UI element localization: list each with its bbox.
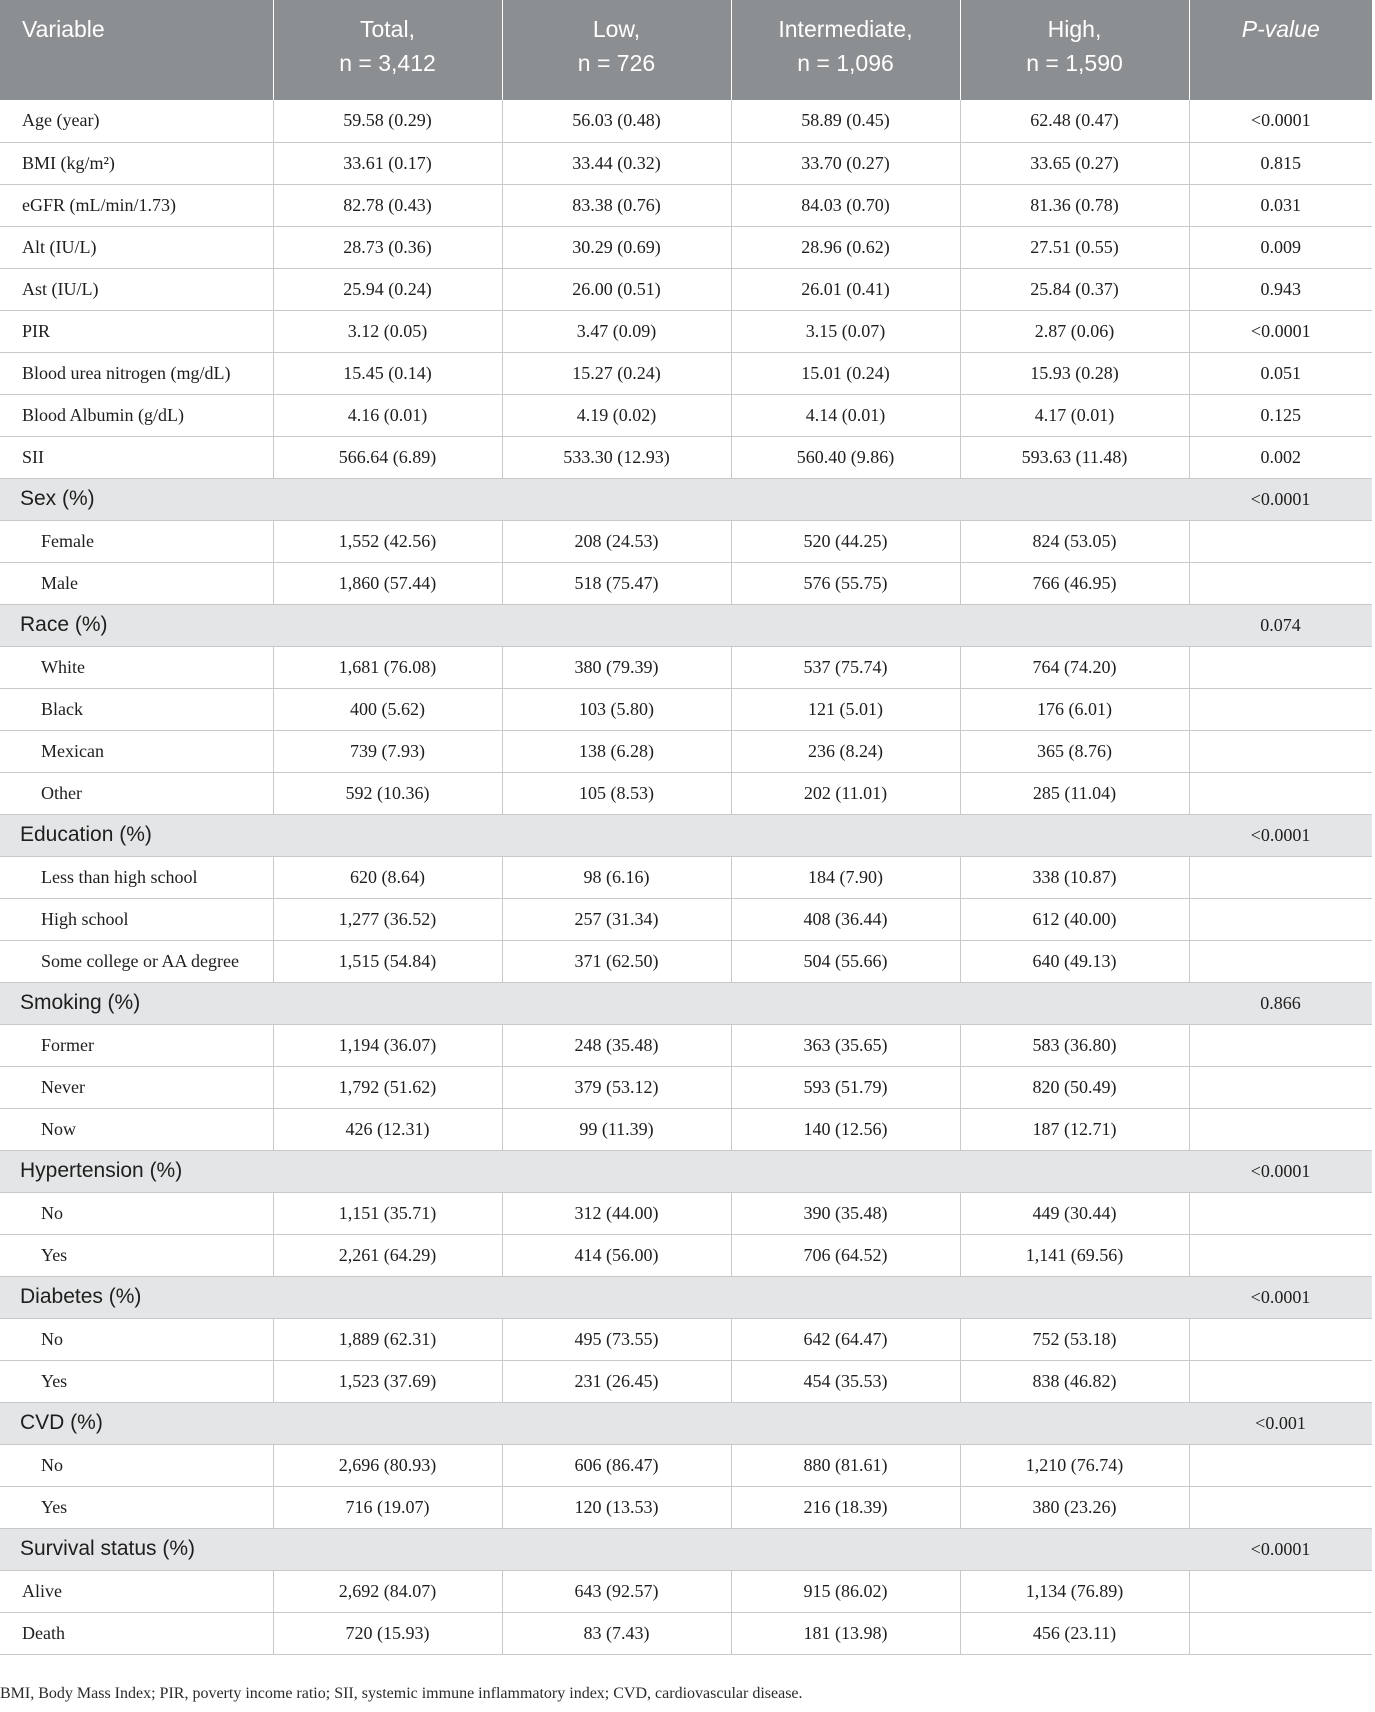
table-body [0,100,1372,1654]
header-low-label: Low, [592,16,641,42]
intermediate-cell: 408 (36.44) [731,898,960,940]
low-cell: 15.27 (0.24) [502,352,731,394]
intermediate-cell: 121 (5.01) [731,688,960,730]
total-cell: 592 (10.36) [273,772,502,814]
total-cell: 566.64 (6.89) [273,436,502,478]
intermediate-cell: 84.03 (0.70) [731,184,960,226]
low-cell: 208 (24.53) [502,520,731,562]
high-cell: 15.93 (0.28) [960,352,1189,394]
p-value-cell [1189,940,1372,982]
high-cell: 640 (49.13) [960,940,1189,982]
category-p-value: <0.001 [1189,1402,1372,1444]
table-row [0,1108,1372,1150]
high-cell: 187 (12.71) [960,1108,1189,1150]
total-cell: 1,151 (35.71) [273,1192,502,1234]
total-cell: 1,889 (62.31) [273,1318,502,1360]
intermediate-cell: 28.96 (0.62) [731,226,960,268]
header-total [273,0,502,100]
total-cell: 720 (15.93) [273,1612,502,1654]
category-label: Sex (%) [0,478,1189,520]
low-cell: 371 (62.50) [502,940,731,982]
high-cell: 824 (53.05) [960,520,1189,562]
intermediate-cell: 4.14 (0.01) [731,394,960,436]
intermediate-cell: 184 (7.90) [731,856,960,898]
variable-label: Former [0,1024,273,1066]
low-cell: 138 (6.28) [502,730,731,772]
table-row [0,1192,1372,1234]
p-value-cell [1189,898,1372,940]
total-cell: 59.58 (0.29) [273,100,502,142]
total-cell: 620 (8.64) [273,856,502,898]
category-row [0,1402,1372,1444]
header-variable: Variable [0,0,273,100]
variable-label: eGFR (mL/min/1.73) [0,184,273,226]
total-cell: 2,692 (84.07) [273,1570,502,1612]
table-row [0,688,1372,730]
variable-label: Blood Albumin (g/dL) [0,394,273,436]
category-row [0,478,1372,520]
high-cell: 612 (40.00) [960,898,1189,940]
intermediate-cell: 33.70 (0.27) [731,142,960,184]
total-cell: 1,194 (36.07) [273,1024,502,1066]
category-row [0,1150,1372,1192]
intermediate-cell: 363 (35.65) [731,1024,960,1066]
header-low [502,0,731,100]
category-row [0,1528,1372,1570]
high-cell: 1,210 (76.74) [960,1444,1189,1486]
table-row [0,646,1372,688]
table-row [0,856,1372,898]
p-value-cell [1189,730,1372,772]
high-cell: 593.63 (11.48) [960,436,1189,478]
low-cell: 257 (31.34) [502,898,731,940]
variable-label: SII [0,436,273,478]
table-row [0,268,1372,310]
total-cell: 716 (19.07) [273,1486,502,1528]
category-label: CVD (%) [0,1402,1189,1444]
high-cell: 27.51 (0.55) [960,226,1189,268]
p-value-cell [1189,1570,1372,1612]
total-cell: 739 (7.93) [273,730,502,772]
high-cell: 1,134 (76.89) [960,1570,1189,1612]
variable-label: Never [0,1066,273,1108]
intermediate-cell: 915 (86.02) [731,1570,960,1612]
table-row [0,940,1372,982]
variable-label: Age (year) [0,100,273,142]
variable-label: Alt (IU/L) [0,226,273,268]
total-cell: 28.73 (0.36) [273,226,502,268]
variable-label: Now [0,1108,273,1150]
header-total-n: n = 3,412 [339,50,436,76]
table-row [0,394,1372,436]
category-p-value: <0.0001 [1189,814,1372,856]
total-cell: 400 (5.62) [273,688,502,730]
header-intermediate [731,0,960,100]
high-cell: 33.65 (0.27) [960,142,1189,184]
intermediate-cell: 560.40 (9.86) [731,436,960,478]
high-cell: 583 (36.80) [960,1024,1189,1066]
table-row [0,1318,1372,1360]
total-cell: 2,696 (80.93) [273,1444,502,1486]
intermediate-cell: 504 (55.66) [731,940,960,982]
low-cell: 495 (73.55) [502,1318,731,1360]
header-high-n: n = 1,590 [1026,50,1123,76]
header-intermediate-n: n = 1,096 [797,50,894,76]
low-cell: 643 (92.57) [502,1570,731,1612]
table-row [0,100,1372,142]
p-value-cell [1189,1066,1372,1108]
table-row [0,352,1372,394]
intermediate-cell: 181 (13.98) [731,1612,960,1654]
intermediate-cell: 216 (18.39) [731,1486,960,1528]
total-cell: 33.61 (0.17) [273,142,502,184]
low-cell: 103 (5.80) [502,688,731,730]
p-value-cell: 0.002 [1189,436,1372,478]
intermediate-cell: 236 (8.24) [731,730,960,772]
table-row [0,184,1372,226]
low-cell: 105 (8.53) [502,772,731,814]
high-cell: 2.87 (0.06) [960,310,1189,352]
category-row [0,814,1372,856]
intermediate-cell: 3.15 (0.07) [731,310,960,352]
intermediate-cell: 390 (35.48) [731,1192,960,1234]
total-cell: 15.45 (0.14) [273,352,502,394]
table-row [0,898,1372,940]
total-cell: 1,552 (42.56) [273,520,502,562]
high-cell: 764 (74.20) [960,646,1189,688]
variable-label: Other [0,772,273,814]
p-value-cell [1189,1486,1372,1528]
low-cell: 83.38 (0.76) [502,184,731,226]
high-cell: 380 (23.26) [960,1486,1189,1528]
intermediate-cell: 593 (51.79) [731,1066,960,1108]
table-row [0,1024,1372,1066]
category-label: Smoking (%) [0,982,1189,1024]
high-cell: 62.48 (0.47) [960,100,1189,142]
variable-label: High school [0,898,273,940]
p-value-cell: 0.125 [1189,394,1372,436]
table-row [0,730,1372,772]
low-cell: 26.00 (0.51) [502,268,731,310]
variable-label: Blood urea nitrogen (mg/dL) [0,352,273,394]
table-row [0,226,1372,268]
low-cell: 312 (44.00) [502,1192,731,1234]
high-cell: 285 (11.04) [960,772,1189,814]
table-row [0,1570,1372,1612]
total-cell: 1,277 (36.52) [273,898,502,940]
p-value-cell [1189,1360,1372,1402]
p-value-cell [1189,646,1372,688]
high-cell: 365 (8.76) [960,730,1189,772]
intermediate-cell: 202 (11.01) [731,772,960,814]
variable-label: Male [0,562,273,604]
p-value-cell [1189,1444,1372,1486]
low-cell: 606 (86.47) [502,1444,731,1486]
total-cell: 1,860 (57.44) [273,562,502,604]
variable-label: White [0,646,273,688]
table-row [0,1612,1372,1654]
total-cell: 1,792 (51.62) [273,1066,502,1108]
variable-label: No [0,1318,273,1360]
table-row [0,1486,1372,1528]
table-footnote: BMI, Body Mass Index; PIR, poverty income ratio; SII, systemic immune inflammatory index; CVD, cardiovascular disease. [0,1685,803,1702]
total-cell: 1,515 (54.84) [273,940,502,982]
p-value-cell [1189,1192,1372,1234]
low-cell: 33.44 (0.32) [502,142,731,184]
table-row [0,1066,1372,1108]
category-label: Survival status (%) [0,1528,1189,1570]
intermediate-cell: 454 (35.53) [731,1360,960,1402]
intermediate-cell: 520 (44.25) [731,520,960,562]
category-row [0,604,1372,646]
variable-label: Yes [0,1486,273,1528]
variable-label: Female [0,520,273,562]
variable-label: Yes [0,1360,273,1402]
table-header-row [0,0,1372,100]
high-cell: 4.17 (0.01) [960,394,1189,436]
variable-label: PIR [0,310,273,352]
header-low-n: n = 726 [577,50,656,76]
p-value-cell: <0.0001 [1189,100,1372,142]
variable-label: Ast (IU/L) [0,268,273,310]
variable-label: Yes [0,1234,273,1276]
category-p-value: 0.866 [1189,982,1372,1024]
variable-label: BMI (kg/m²) [0,142,273,184]
p-value-cell: 0.009 [1189,226,1372,268]
header-intermediate-label: Intermediate, [778,16,913,42]
category-p-value: <0.0001 [1189,1150,1372,1192]
variable-label: Mexican [0,730,273,772]
high-cell: 752 (53.18) [960,1318,1189,1360]
category-row [0,1276,1372,1318]
p-value-cell [1189,1108,1372,1150]
p-value-cell: 0.943 [1189,268,1372,310]
intermediate-cell: 26.01 (0.41) [731,268,960,310]
table-row [0,562,1372,604]
intermediate-cell: 140 (12.56) [731,1108,960,1150]
variable-label: No [0,1444,273,1486]
low-cell: 120 (13.53) [502,1486,731,1528]
p-value-cell [1189,1024,1372,1066]
high-cell: 456 (23.11) [960,1612,1189,1654]
intermediate-cell: 576 (55.75) [731,562,960,604]
low-cell: 99 (11.39) [502,1108,731,1150]
low-cell: 56.03 (0.48) [502,100,731,142]
high-cell: 1,141 (69.56) [960,1234,1189,1276]
variable-label: Some college or AA degree [0,940,273,982]
category-label: Hypertension (%) [0,1150,1189,1192]
p-value-cell: 0.051 [1189,352,1372,394]
intermediate-cell: 15.01 (0.24) [731,352,960,394]
table-row [0,520,1372,562]
high-cell: 766 (46.95) [960,562,1189,604]
p-value-cell [1189,520,1372,562]
high-cell: 81.36 (0.78) [960,184,1189,226]
total-cell: 426 (12.31) [273,1108,502,1150]
p-value-cell [1189,1318,1372,1360]
total-cell: 4.16 (0.01) [273,394,502,436]
p-value-cell [1189,772,1372,814]
variable-label: Less than high school [0,856,273,898]
low-cell: 231 (26.45) [502,1360,731,1402]
high-cell: 449 (30.44) [960,1192,1189,1234]
header-high-label: High, [1047,16,1102,42]
low-cell: 533.30 (12.93) [502,436,731,478]
p-value-cell [1189,562,1372,604]
high-cell: 838 (46.82) [960,1360,1189,1402]
intermediate-cell: 537 (75.74) [731,646,960,688]
low-cell: 83 (7.43) [502,1612,731,1654]
table-row [0,436,1372,478]
high-cell: 338 (10.87) [960,856,1189,898]
category-row [0,982,1372,1024]
variable-label: Black [0,688,273,730]
table-row [0,1444,1372,1486]
high-cell: 25.84 (0.37) [960,268,1189,310]
low-cell: 98 (6.16) [502,856,731,898]
low-cell: 414 (56.00) [502,1234,731,1276]
total-cell: 82.78 (0.43) [273,184,502,226]
intermediate-cell: 706 (64.52) [731,1234,960,1276]
variable-label: No [0,1192,273,1234]
high-cell: 176 (6.01) [960,688,1189,730]
header-high [960,0,1189,100]
low-cell: 380 (79.39) [502,646,731,688]
category-p-value: <0.0001 [1189,1528,1372,1570]
p-value-cell [1189,856,1372,898]
p-value-cell: 0.031 [1189,184,1372,226]
category-p-value: 0.074 [1189,604,1372,646]
table-row [0,142,1372,184]
low-cell: 4.19 (0.02) [502,394,731,436]
p-value-cell: <0.0001 [1189,310,1372,352]
category-p-value: <0.0001 [1189,1276,1372,1318]
total-cell: 1,523 (37.69) [273,1360,502,1402]
total-cell: 1,681 (76.08) [273,646,502,688]
low-cell: 518 (75.47) [502,562,731,604]
low-cell: 30.29 (0.69) [502,226,731,268]
intermediate-cell: 880 (81.61) [731,1444,960,1486]
high-cell: 820 (50.49) [960,1066,1189,1108]
table-row [0,1360,1372,1402]
category-label: Education (%) [0,814,1189,856]
category-label: Diabetes (%) [0,1276,1189,1318]
p-value-cell: 0.815 [1189,142,1372,184]
table-row [0,310,1372,352]
p-value-cell [1189,688,1372,730]
total-cell: 3.12 (0.05) [273,310,502,352]
low-cell: 379 (53.12) [502,1066,731,1108]
variable-label: Death [0,1612,273,1654]
total-cell: 2,261 (64.29) [273,1234,502,1276]
header-pvalue: P-value [1189,0,1372,100]
intermediate-cell: 642 (64.47) [731,1318,960,1360]
table-row [0,1234,1372,1276]
intermediate-cell: 58.89 (0.45) [731,100,960,142]
table-row [0,772,1372,814]
variable-label: Alive [0,1570,273,1612]
low-cell: 3.47 (0.09) [502,310,731,352]
category-p-value: <0.0001 [1189,478,1372,520]
total-cell: 25.94 (0.24) [273,268,502,310]
p-value-cell [1189,1234,1372,1276]
low-cell: 248 (35.48) [502,1024,731,1066]
header-total-label: Total, [360,16,415,42]
p-value-cell [1189,1612,1372,1654]
category-label: Race (%) [0,604,1189,646]
